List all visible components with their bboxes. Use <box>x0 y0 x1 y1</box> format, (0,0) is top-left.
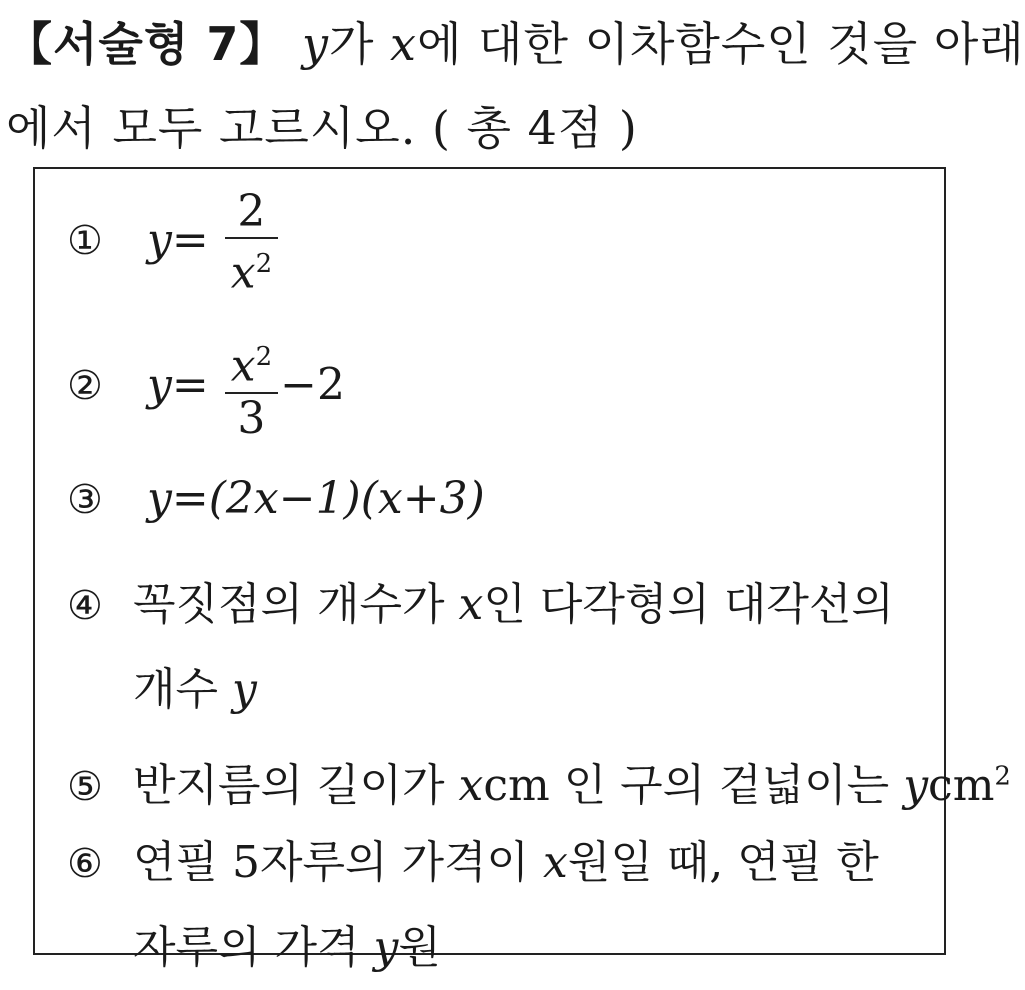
unit: cm <box>483 760 550 811</box>
choice-number: ⑥ <box>67 841 103 887</box>
formula-lhs: y <box>147 214 172 266</box>
question-label: 【서술형 7】 <box>6 17 287 71</box>
choice-number: ⑤ <box>67 764 103 810</box>
numerator: 2 <box>237 186 266 237</box>
choices-box <box>33 167 1011 973</box>
choice-text: 연필 5자루의 가격이 <box>133 837 543 888</box>
question-text: 에 대한 이차함수인 것을 아래 <box>416 17 1025 71</box>
choice-number: ④ <box>67 583 103 629</box>
unit: cm <box>928 760 995 811</box>
variable-x: x <box>390 17 417 71</box>
choice-text: 개수 <box>133 664 232 715</box>
variable-y: y <box>301 17 329 71</box>
formula-lhs: y <box>147 359 172 411</box>
exponent: 2 <box>994 761 1011 792</box>
variable-y: y <box>373 922 399 973</box>
variable-y: y <box>903 760 929 811</box>
variable-x: x <box>458 760 484 811</box>
fraction <box>225 187 278 299</box>
choice-2[interactable] <box>67 332 345 444</box>
numerator: $x^2$ <box>230 340 273 392</box>
choice-text: 자루의 가격 <box>133 922 374 973</box>
question-line-2: 에서 모두 고르시오. ( 총 4점 ) <box>6 101 638 155</box>
choice-text: 꼭짓점의 개수가 <box>133 579 459 630</box>
choice-text: 원일 때, 연필 한 <box>567 837 879 888</box>
choice-5[interactable] <box>67 749 1011 813</box>
equals-sign: = <box>171 214 209 266</box>
question-text: 가 <box>328 17 391 71</box>
equals-sign: = <box>171 359 209 411</box>
choice-number: ③ <box>67 477 103 523</box>
choice-number: ① <box>67 218 103 265</box>
denominator: 3 <box>237 392 266 444</box>
formula-tail: −2 <box>280 359 345 411</box>
choice-text: 원 <box>398 922 441 973</box>
choice-text: 인 구의 겉넓이는 <box>549 760 904 811</box>
variable-x: x <box>542 837 568 888</box>
choice-6[interactable] <box>67 821 879 990</box>
question-line-1 <box>6 2 1025 86</box>
choice-text: 반지름의 길이가 <box>133 760 459 811</box>
choice-number: ② <box>67 363 103 410</box>
formula: y=(2x−1)(x+3) <box>147 473 485 524</box>
variable-y: y <box>232 664 257 715</box>
fraction <box>225 332 278 444</box>
choice-text: 인 다각형의 대각선의 <box>483 579 894 630</box>
denominator: $x^2$ <box>230 247 273 299</box>
choice-1[interactable] <box>67 187 280 299</box>
variable-x: x <box>458 579 484 630</box>
choice-4[interactable] <box>67 563 894 732</box>
choice-3[interactable] <box>67 473 485 524</box>
question-prompt <box>6 2 1025 170</box>
